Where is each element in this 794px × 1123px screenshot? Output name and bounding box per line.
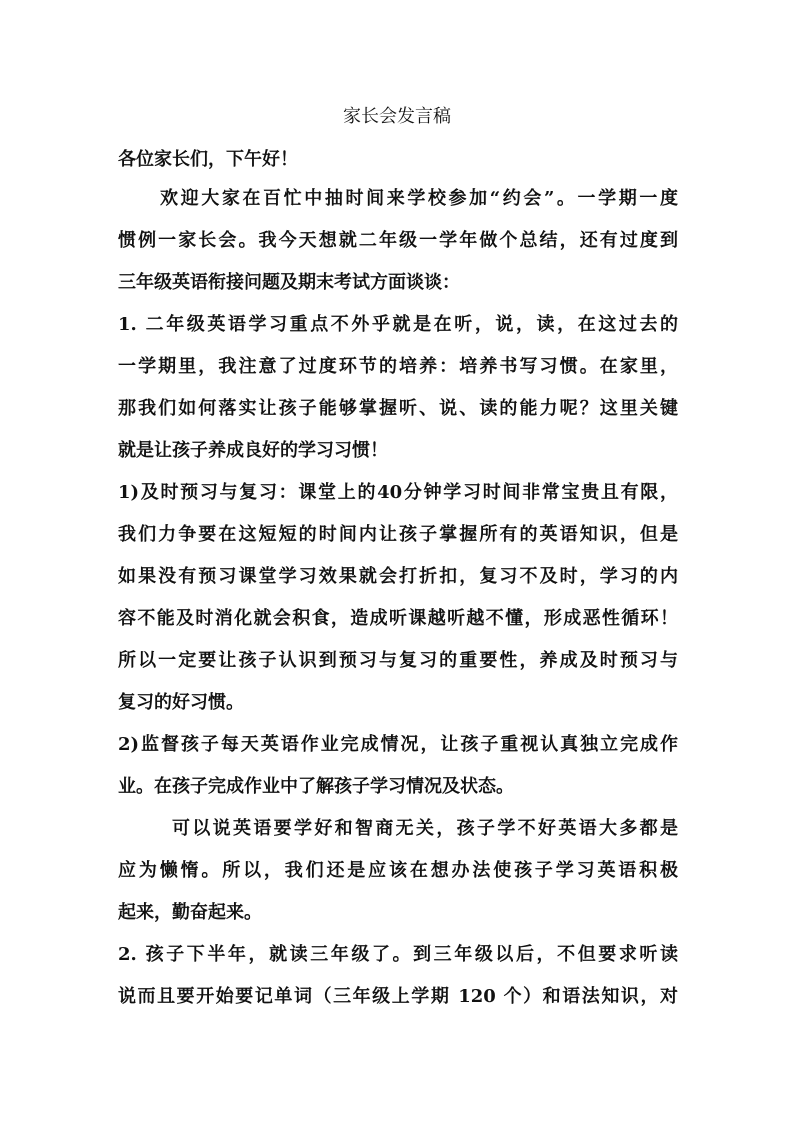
body-line: 我们力争要在这短短的时间内让孩子掌握所有的英语知识，但是 (118, 524, 678, 545)
body-line: 2)监督孩子每天英语作业完成情况，让孩子重视认真独立完成作 (118, 734, 678, 755)
body-line: 所以一定要让孩子认识到预习与复习的重要性，养成及时预习与 (118, 650, 678, 671)
body-line: 那我们如何落实让孩子能够掌握听、说、读的能力呢？这里关键 (118, 398, 678, 419)
body-line: 就是让孩子养成良好的学习习惯！ (118, 440, 388, 461)
body-line: 起来，勤奋起来。 (118, 902, 262, 923)
body-line: 1. 二年级英语学习重点不外乎就是在听，说，读，在这过去的 (118, 314, 678, 335)
body-line: 欢迎大家在百忙中抽时间来学校参加“约会”。一学期一度 (160, 188, 678, 209)
body-line: 如果没有预习课堂学习效果就会打折扣，复习不及时，学习的内 (118, 566, 678, 587)
body-line: 惯例一家长会。我今天想就二年级一学年做个总结，还有过度到 (118, 230, 678, 251)
body-line: 2. 孩子下半年，就读三年级了。到三年级以后，不但要求听读 (118, 944, 678, 965)
body-line: 复习的好习惯。 (118, 692, 244, 713)
body-line: 说而且要开始要记单词（三年级上学期 120 个）和语法知识，对 (118, 986, 678, 1007)
body-line: 三年级英语衔接问题及期末考试方面谈谈： (118, 272, 460, 293)
body-line: 容不能及时消化就会积食，造成听课越听越不懂，形成恶性循环！ (118, 608, 678, 629)
document-title: 家长会发言稿 (343, 106, 451, 127)
salutation-line: 各位家长们，下午好！ (118, 149, 298, 170)
body-line: 1)及时预习与复习：课堂上的40分钟学习时间非常宝贵且有限， (118, 482, 678, 503)
body-line: 应为懒惰。所以，我们还是应该在想办法使孩子学习英语积极 (118, 860, 678, 881)
body-line: 一学期里，我注意了过度环节的培养：培养书写习惯。在家里， (118, 356, 678, 377)
body-line: 业。在孩子完成作业中了解孩子学习情况及状态。 (118, 776, 514, 797)
body-line: 可以说英语要学好和智商无关，孩子学不好英语大多都是 (172, 818, 678, 839)
